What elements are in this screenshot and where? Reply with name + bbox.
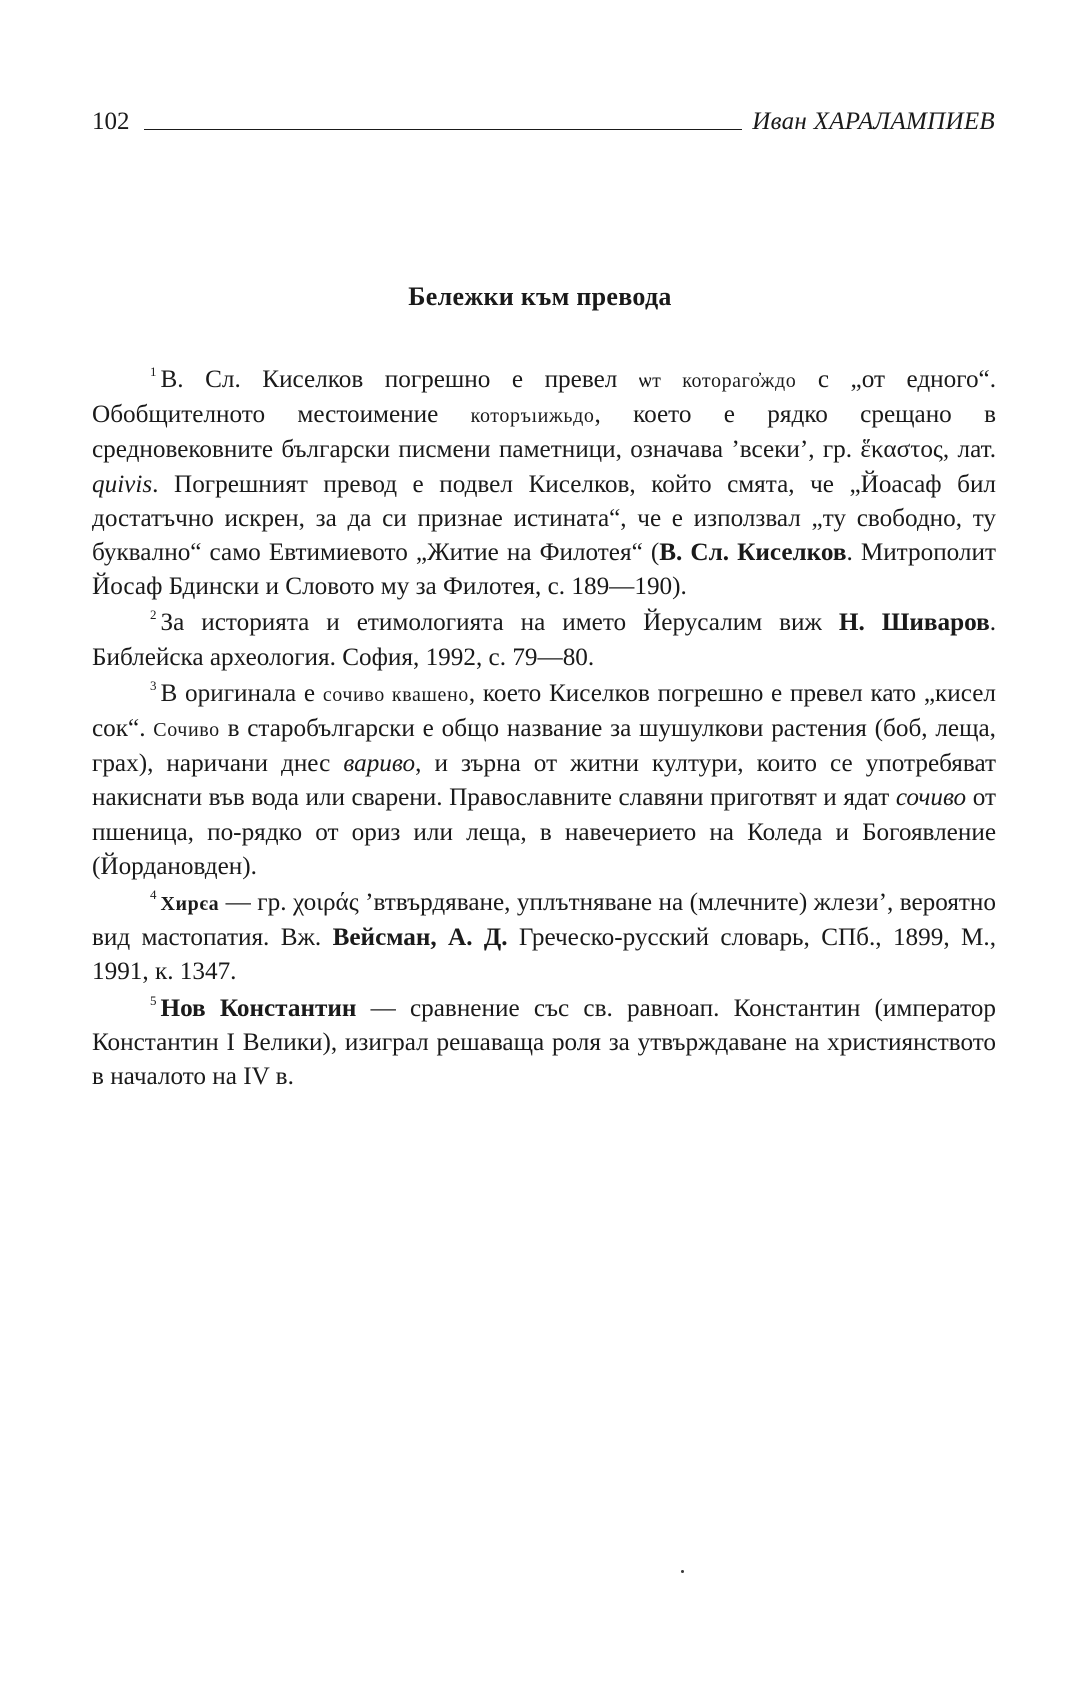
note-text: от пшеница, по-рядко от ориз или леща, в навечерието на Коледа и Богоявление (Йордановден).	[92, 784, 996, 880]
note-text: , което е рядко срещано в средновековните български писмени паметници, означава ’всеки’, гр. ἕκαστος, лат.	[92, 401, 996, 464]
note-text: За историята и етимологията на името Йерусалим виж	[160, 609, 839, 637]
note-5	[92, 992, 996, 1095]
note-marker: 3	[150, 677, 157, 693]
church-slavonic-text: сочиво квашено	[322, 683, 469, 706]
note-text: Греческо-русский словарь, СПб., 1899, М., 1991, к. 1347.	[92, 924, 996, 986]
note-text: . Митрополит Йосаф Бдински и Словото му за Филотея, с. 189—190).	[92, 539, 996, 601]
church-slavonic-text: ѡт котораго҆ждо	[638, 370, 797, 392]
cited-author: Вейсман, А. Д.	[332, 924, 508, 952]
note-text: , и зърна от житни култури, които се употребяват накиснати във вода или сварени. Православните славяни приготвят и ядат	[92, 750, 996, 812]
italic-term: вариво	[343, 750, 416, 778]
running-author: Иван ХАРАЛАМПИЕВ	[752, 108, 995, 135]
notes-list	[92, 363, 996, 1094]
headword: Нов Константин	[160, 994, 357, 1022]
note-2	[92, 606, 996, 674]
header-rule	[144, 129, 743, 130]
note-4	[92, 886, 996, 990]
note-text: в старобългарски е общо название за шушулкови растения (боб, леща, грах), наричани днес	[92, 715, 996, 778]
church-slavonic-text: которъıижьдо	[470, 405, 595, 428]
note-marker: 5	[150, 992, 157, 1008]
running-head	[92, 108, 995, 136]
page-number: 102	[92, 108, 130, 135]
ink-speck	[681, 1570, 684, 1573]
note-marker: 1	[150, 364, 157, 379]
cited-author: Н. Шиваров	[838, 609, 990, 637]
note-text: В оригинала е	[160, 679, 323, 707]
note-text: . Библейска археология. София, 1992, с. 79—80.	[92, 609, 996, 671]
note-marker: 4	[150, 887, 157, 903]
note-text: , което Киселков погрешно е превел като „кисел сок“.	[92, 679, 996, 743]
note-1	[92, 363, 996, 604]
note-text: — гр. χοιράς ’втвърдяване, уплътняване на (млечните) жлези’, вероятно вид мастопатия. Вж.	[92, 889, 996, 952]
church-slavonic-text: Сочиво	[153, 719, 220, 742]
note-text: В. Сл. Киселков погрешно е превел	[160, 366, 639, 393]
note-marker: 2	[150, 607, 157, 623]
note-text: — сравнение със св. равноап. Константин (император Константин I Велики), изиграл решаваща роля за утвърждаване на християнството в началото на IV в.	[92, 994, 996, 1091]
note-3	[92, 677, 996, 884]
italic-term: quivis	[92, 470, 153, 498]
section-title: Бележки към превода	[408, 282, 672, 311]
church-slavonic-text: Хирєа	[160, 893, 220, 916]
cited-author: В. Сл. Киселков	[659, 539, 847, 567]
note-text: . Погрешният превод е подвел Киселков, който смята, че „Йоасаф бил достатъчно искрен, за да си признае истината“, че е използвал „ту свободно, ту буквално“ само Евтимиевото „Житие на Филотея“ (	[92, 470, 996, 567]
note-text: с „от едного“. Обобщителното местоимение	[92, 366, 997, 429]
italic-term: сочиво	[895, 784, 967, 812]
